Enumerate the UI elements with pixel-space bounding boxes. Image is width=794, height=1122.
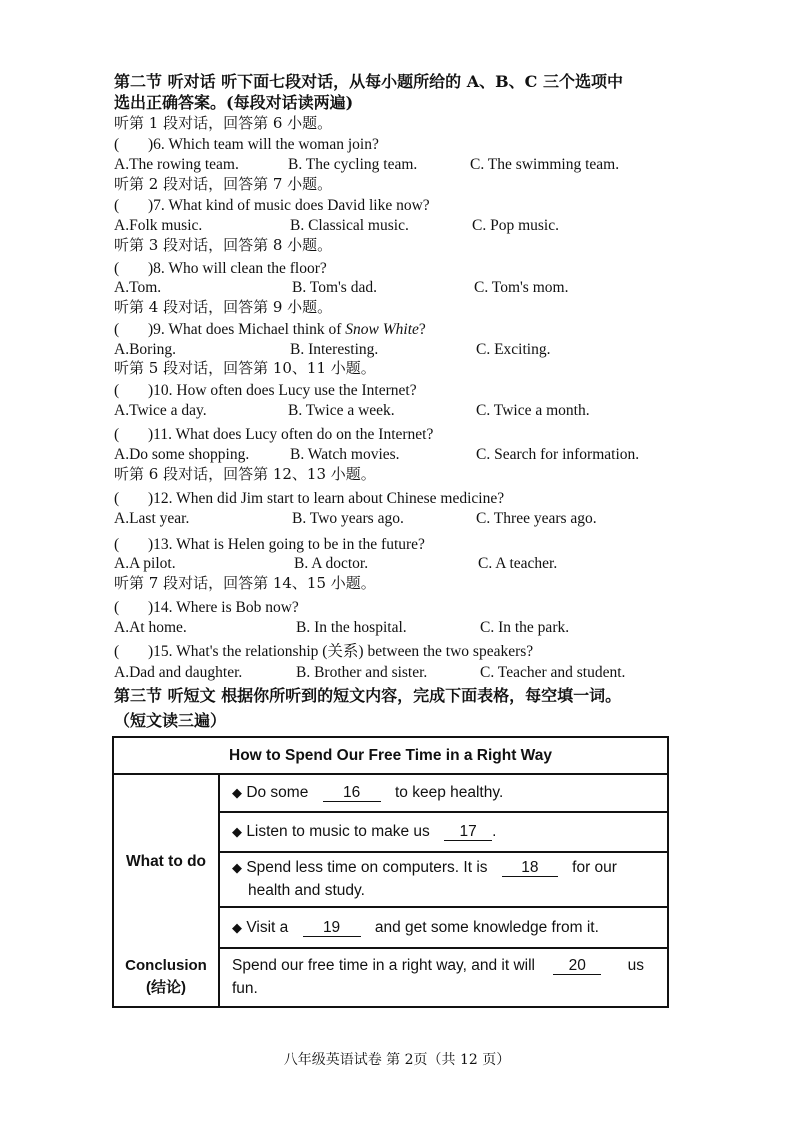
question-12-option-c[interactable]: C. Three years ago. [476, 510, 597, 527]
table-title: How to Spend Our Free Time in a Right Way [114, 738, 667, 775]
answer-blank-17[interactable]: 17 [444, 823, 492, 841]
question-8-stem: ( )8. Who will clean the floor? [114, 260, 327, 277]
question-10-option-a[interactable]: A.Twice a day. [114, 402, 207, 419]
question-13-stem: ( )13. What is Helen going to be in the future? [114, 536, 425, 553]
question-12-option-b[interactable]: B. Two years ago. [292, 510, 404, 527]
question-15-option-a[interactable]: A.Dad and daughter. [114, 664, 243, 681]
question-7-option-a[interactable]: A.Folk music. [114, 217, 203, 234]
conclusion-label: Conclusion (结论) [114, 949, 220, 1006]
table-row: ◆ Spend less time on computers. It is 18 for our health and study. [220, 853, 667, 908]
question-8-option-b[interactable]: B. Tom's dad. [292, 279, 377, 296]
question-11-option-b[interactable]: B. Watch movies. [290, 446, 400, 463]
question-13-option-a[interactable]: A.A pilot. [114, 555, 176, 572]
question-13-option-c[interactable]: C. A teacher. [478, 555, 558, 572]
question-14-option-b[interactable]: B. In the hospital. [296, 619, 407, 636]
question-15-option-c[interactable]: C. Teacher and student. [480, 664, 626, 681]
question-12-option-a[interactable]: A.Last year. [114, 510, 190, 527]
question-6-option-a[interactable]: A.The rowing team. [114, 156, 239, 173]
question-11-option-c[interactable]: C. Search for information. [476, 446, 640, 463]
section2-heading-line1: 第二节 听对话 听下面七段对话，从每小题所给的 A、B、C 三个选项中 [114, 72, 623, 91]
table-row: ◆ Visit a 19 and get some knowledge from it. [220, 908, 667, 949]
fill-in-table [112, 736, 669, 1008]
question-14-option-c[interactable]: C. In the park. [480, 619, 570, 636]
question-6-option-b[interactable]: B. The cycling team. [288, 156, 418, 173]
question-14-stem: ( )14. Where is Bob now? [114, 599, 299, 616]
answer-blank-18[interactable]: 18 [502, 859, 558, 877]
conclusion-cell: Spend our free time in a right way, and it will 20 us fun. [232, 957, 644, 997]
question-14-option-a[interactable]: A.At home. [114, 619, 187, 636]
table-row: ◆ Do some 16 to keep healthy. [220, 775, 667, 813]
answer-blank-19[interactable]: 19 [303, 919, 361, 937]
diamond-bullet-icon: ◆ [232, 920, 242, 935]
question-7-option-b[interactable]: B. Classical music. [290, 217, 409, 234]
conclusion-continuation: fun. [232, 980, 258, 997]
dialog-instruction: 听第 4 段对话，回答第 9 小题。 [114, 298, 333, 316]
question-10-option-c[interactable]: C. Twice a month. [476, 402, 590, 419]
answer-blank-16[interactable]: 16 [323, 784, 381, 802]
question-6-stem: ( )6. Which team will the woman join? [114, 136, 379, 153]
dialog-instruction: 听第 2 段对话，回答第 7 小题。 [114, 175, 333, 193]
diamond-bullet-icon: ◆ [232, 860, 242, 875]
section3-heading-line1: 第三节 听短文 根据你所听到的短文内容，完成下面表格，每空填一词。 [114, 686, 622, 705]
question-9-option-c[interactable]: C. Exciting. [476, 341, 551, 358]
dialog-instruction: 听第 3 段对话，回答第 8 小题。 [114, 236, 333, 254]
question-10-stem: ( )10. How often does Lucy use the Internet? [114, 382, 417, 399]
question-9-option-b[interactable]: B. Interesting. [290, 341, 379, 358]
dialog-instruction: 听第 6 段对话，回答第 12、13 小题。 [114, 465, 376, 483]
question-7-stem: ( )7. What kind of music does David like now? [114, 197, 430, 214]
question-15-option-b[interactable]: B. Brother and sister. [296, 664, 428, 681]
row-continuation: health and study. [248, 882, 365, 899]
dialog-instruction: 听第 1 段对话，回答第 6 小题。 [114, 114, 333, 132]
dialog-instruction: 听第 7 段对话，回答第 14、15 小题。 [114, 574, 376, 592]
section2-heading-line2: 选出正确答案。(每段对话读两遍) [114, 93, 354, 112]
question-11-stem: ( )11. What does Lucy often do on the Internet? [114, 426, 434, 443]
question-10-option-b[interactable]: B. Twice a week. [288, 402, 395, 419]
question-9-option-a[interactable]: A.Boring. [114, 341, 176, 358]
dialog-instruction: 听第 5 段对话，回答第 10、11 小题。 [114, 359, 376, 377]
answer-blank-20[interactable]: 20 [553, 957, 601, 975]
table-left-label: What to do [114, 775, 220, 949]
diamond-bullet-icon: ◆ [232, 785, 242, 800]
table-row: ◆ Listen to music to make us 17 . [220, 813, 667, 853]
question-8-option-a[interactable]: A.Tom. [114, 279, 162, 296]
diamond-bullet-icon: ◆ [232, 824, 242, 839]
question-11-option-a[interactable]: A.Do some shopping. [114, 446, 250, 463]
question-12-stem: ( )12. When did Jim start to learn about Chinese medicine? [114, 490, 505, 507]
section3-heading-line2: （短文读三遍） [114, 711, 227, 730]
question-13-option-b[interactable]: B. A doctor. [294, 555, 369, 572]
page-footer: 八年级英语试卷 第 2页（共 12 页） [283, 1052, 511, 1068]
question-8-option-c[interactable]: C. Tom's mom. [474, 279, 569, 296]
question-9-stem: ( )9. What does Michael think of Snow White? [114, 321, 426, 338]
question-6-option-c[interactable]: C. The swimming team. [470, 156, 620, 173]
question-15-stem: ( )15. What's the relationship (关系) between the two speakers? [114, 643, 534, 660]
question-7-option-c[interactable]: C. Pop music. [472, 217, 559, 234]
